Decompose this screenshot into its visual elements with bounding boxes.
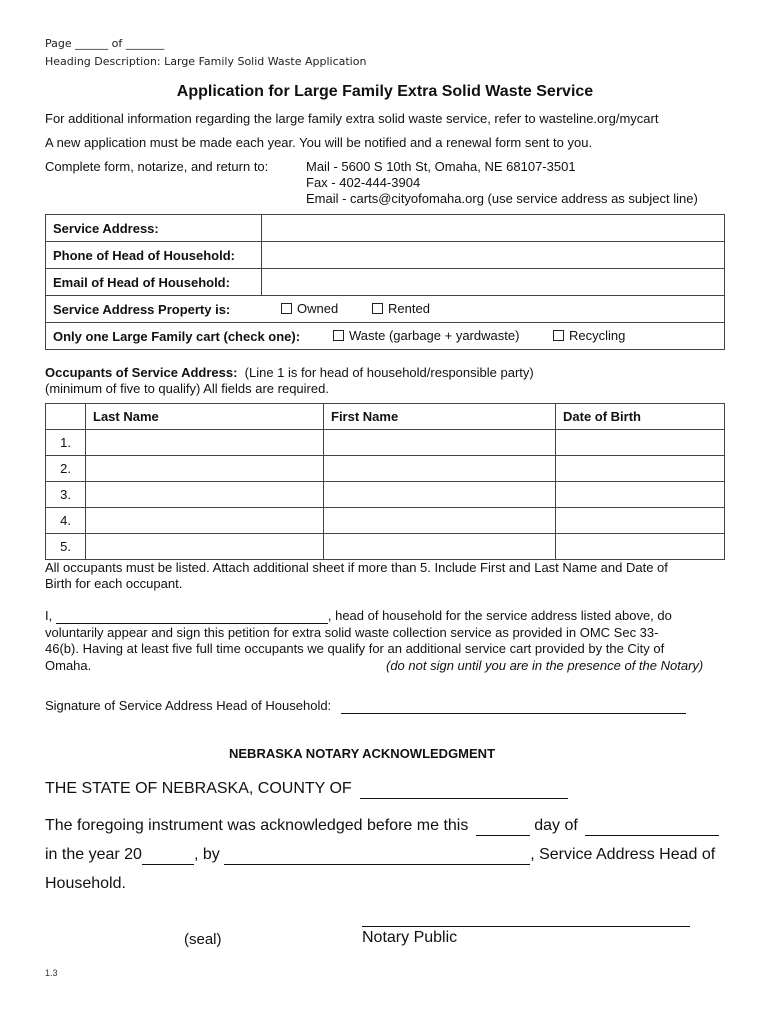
first-name-cell[interactable] — [324, 534, 556, 560]
first-name-cell[interactable] — [324, 430, 556, 456]
table-row — [46, 508, 725, 534]
row-number: 4. — [46, 508, 86, 534]
service-address-field[interactable] — [262, 215, 725, 242]
head-of-label: , Service Address Head of — [530, 846, 716, 863]
service-info-table — [45, 214, 725, 350]
dob-cell[interactable] — [556, 482, 725, 508]
state-county-label: THE STATE OF NEBRASKA, COUNTY OF — [45, 780, 352, 797]
state-county-line — [45, 780, 568, 799]
rented-label: Rented — [388, 301, 430, 316]
info-line: For additional information regarding the large family extra solid waste service, refer to wasteline.org/mycart — [45, 111, 659, 126]
county-blank[interactable] — [360, 780, 568, 799]
head-of-household-name-blank[interactable] — [56, 608, 328, 624]
page-title: Application for Large Family Extra Solid Waste Service — [176, 83, 594, 100]
email-label: Email of Head of Household: — [46, 269, 262, 296]
by-label: , by — [193, 846, 220, 863]
foregoing-label: The foregoing instrument was acknowledged before me this — [45, 817, 469, 834]
dob-cell[interactable] — [556, 456, 725, 482]
table-row — [46, 534, 725, 560]
dob-cell[interactable] — [556, 534, 725, 560]
last-name-cell[interactable] — [86, 430, 324, 456]
waste-label: Waste (garbage + yardwaste) — [349, 328, 520, 343]
first-name-cell[interactable] — [324, 508, 556, 534]
table-row — [46, 482, 725, 508]
complete-form-label: Complete form, notarize, and return to: — [45, 159, 269, 174]
declaration-line-3: 46(b). Having at least five full time occupants we qualify for an additional service cart provided by the City of — [45, 641, 665, 656]
mail-address: Mail - 5600 S 10th St, Omaha, NE 68107-3501 — [306, 159, 576, 174]
cart-row — [46, 323, 725, 350]
declaration-line-2: voluntarily appear and sign this petition for extra solid waste collection service as provided in OMC Sec 33- — [45, 625, 659, 640]
occupants-footnote-1: All occupants must be listed. Attach additional sheet if more than 5. Include First and Last Name and Date of — [45, 560, 668, 575]
waste-checkbox[interactable] — [333, 330, 344, 341]
foregoing-line — [45, 817, 719, 836]
service-address-label: Service Address: — [46, 215, 262, 242]
occupants-heading-bold: Occupants of Service Address: — [45, 365, 238, 380]
heading-description: Heading Description: Large Family Solid Waste Application — [45, 55, 367, 68]
fax-number: Fax - 402-444-3904 — [306, 175, 421, 190]
household-line: Household. — [45, 875, 126, 892]
email-field[interactable] — [262, 269, 725, 296]
property-label: Service Address Property is: — [53, 301, 231, 317]
version-number: 1.3 — [45, 968, 58, 978]
occupants-heading — [45, 365, 534, 380]
first-name-cell[interactable] — [324, 456, 556, 482]
day-blank[interactable] — [476, 817, 530, 836]
last-name-cell[interactable] — [86, 456, 324, 482]
occupants-heading-note: (Line 1 is for head of household/responsible party) — [244, 365, 534, 380]
table-row — [46, 430, 725, 456]
last-name-cell[interactable] — [86, 482, 324, 508]
signature-label: Signature of Service Address Head of Household: — [45, 698, 332, 713]
table-row — [46, 456, 725, 482]
first-name-header: First Name — [324, 404, 556, 430]
phone-field[interactable] — [262, 242, 725, 269]
occupants-table — [45, 403, 725, 560]
notary-public-label: Notary Public — [362, 929, 458, 946]
dob-header: Date of Birth — [556, 404, 725, 430]
cart-label: Only one Large Family cart (check one): — [53, 328, 301, 344]
last-name-cell[interactable] — [86, 534, 324, 560]
declaration-line-1-rest: , head of household for the service address listed above, do — [327, 608, 672, 623]
signature-line — [45, 698, 686, 714]
property-row — [46, 296, 725, 323]
rented-option[interactable] — [372, 301, 430, 316]
last-name-cell[interactable] — [86, 508, 324, 534]
month-blank[interactable] — [585, 817, 719, 836]
occupants-footnote-2: Birth for each occupant. — [45, 576, 183, 591]
notary-signature-line[interactable] — [362, 926, 690, 927]
row-number: 3. — [46, 482, 86, 508]
declaration-line-4: Omaha. — [45, 658, 92, 673]
recycling-checkbox[interactable] — [553, 330, 564, 341]
year-blank[interactable] — [142, 846, 194, 865]
notary-heading: NEBRASKA NOTARY ACKNOWLEDGMENT — [229, 746, 496, 761]
notary-warning-note: (do not sign until you are in the presence of the Notary) — [386, 658, 704, 673]
declaration-line-1 — [45, 608, 672, 624]
waste-option[interactable] — [333, 328, 519, 343]
year-prefix: in the year 20 — [45, 846, 142, 863]
phone-label: Phone of Head of Household: — [46, 242, 262, 269]
year-line — [45, 846, 715, 865]
first-name-cell[interactable] — [324, 482, 556, 508]
declaration-i: I, — [45, 608, 53, 623]
row-number: 1. — [46, 430, 86, 456]
day-of-label: day of — [534, 817, 578, 834]
signature-blank[interactable] — [341, 698, 686, 714]
owned-checkbox[interactable] — [281, 303, 292, 314]
row-number: 5. — [46, 534, 86, 560]
new-application-line: A new application must be made each year. You will be notified and a renewal form sent to you. — [45, 135, 593, 150]
owned-label: Owned — [297, 301, 339, 316]
occupants-subheading: (minimum of five to qualify) All fields are required. — [45, 381, 329, 396]
owned-option[interactable] — [281, 301, 338, 316]
row-number: 2. — [46, 456, 86, 482]
dob-cell[interactable] — [556, 508, 725, 534]
email-address: Email - carts@cityofomaha.org (use service address as subject line) — [306, 191, 698, 206]
recycling-option[interactable] — [553, 328, 625, 343]
recycling-label: Recycling — [569, 328, 626, 343]
name-blank[interactable] — [224, 846, 530, 865]
row-number-header — [46, 404, 86, 430]
seal-label: (seal) — [184, 931, 222, 948]
dob-cell[interactable] — [556, 430, 725, 456]
rented-checkbox[interactable] — [372, 303, 383, 314]
last-name-header: Last Name — [86, 404, 324, 430]
page-number-line: Page ______ of _______ — [45, 37, 165, 50]
